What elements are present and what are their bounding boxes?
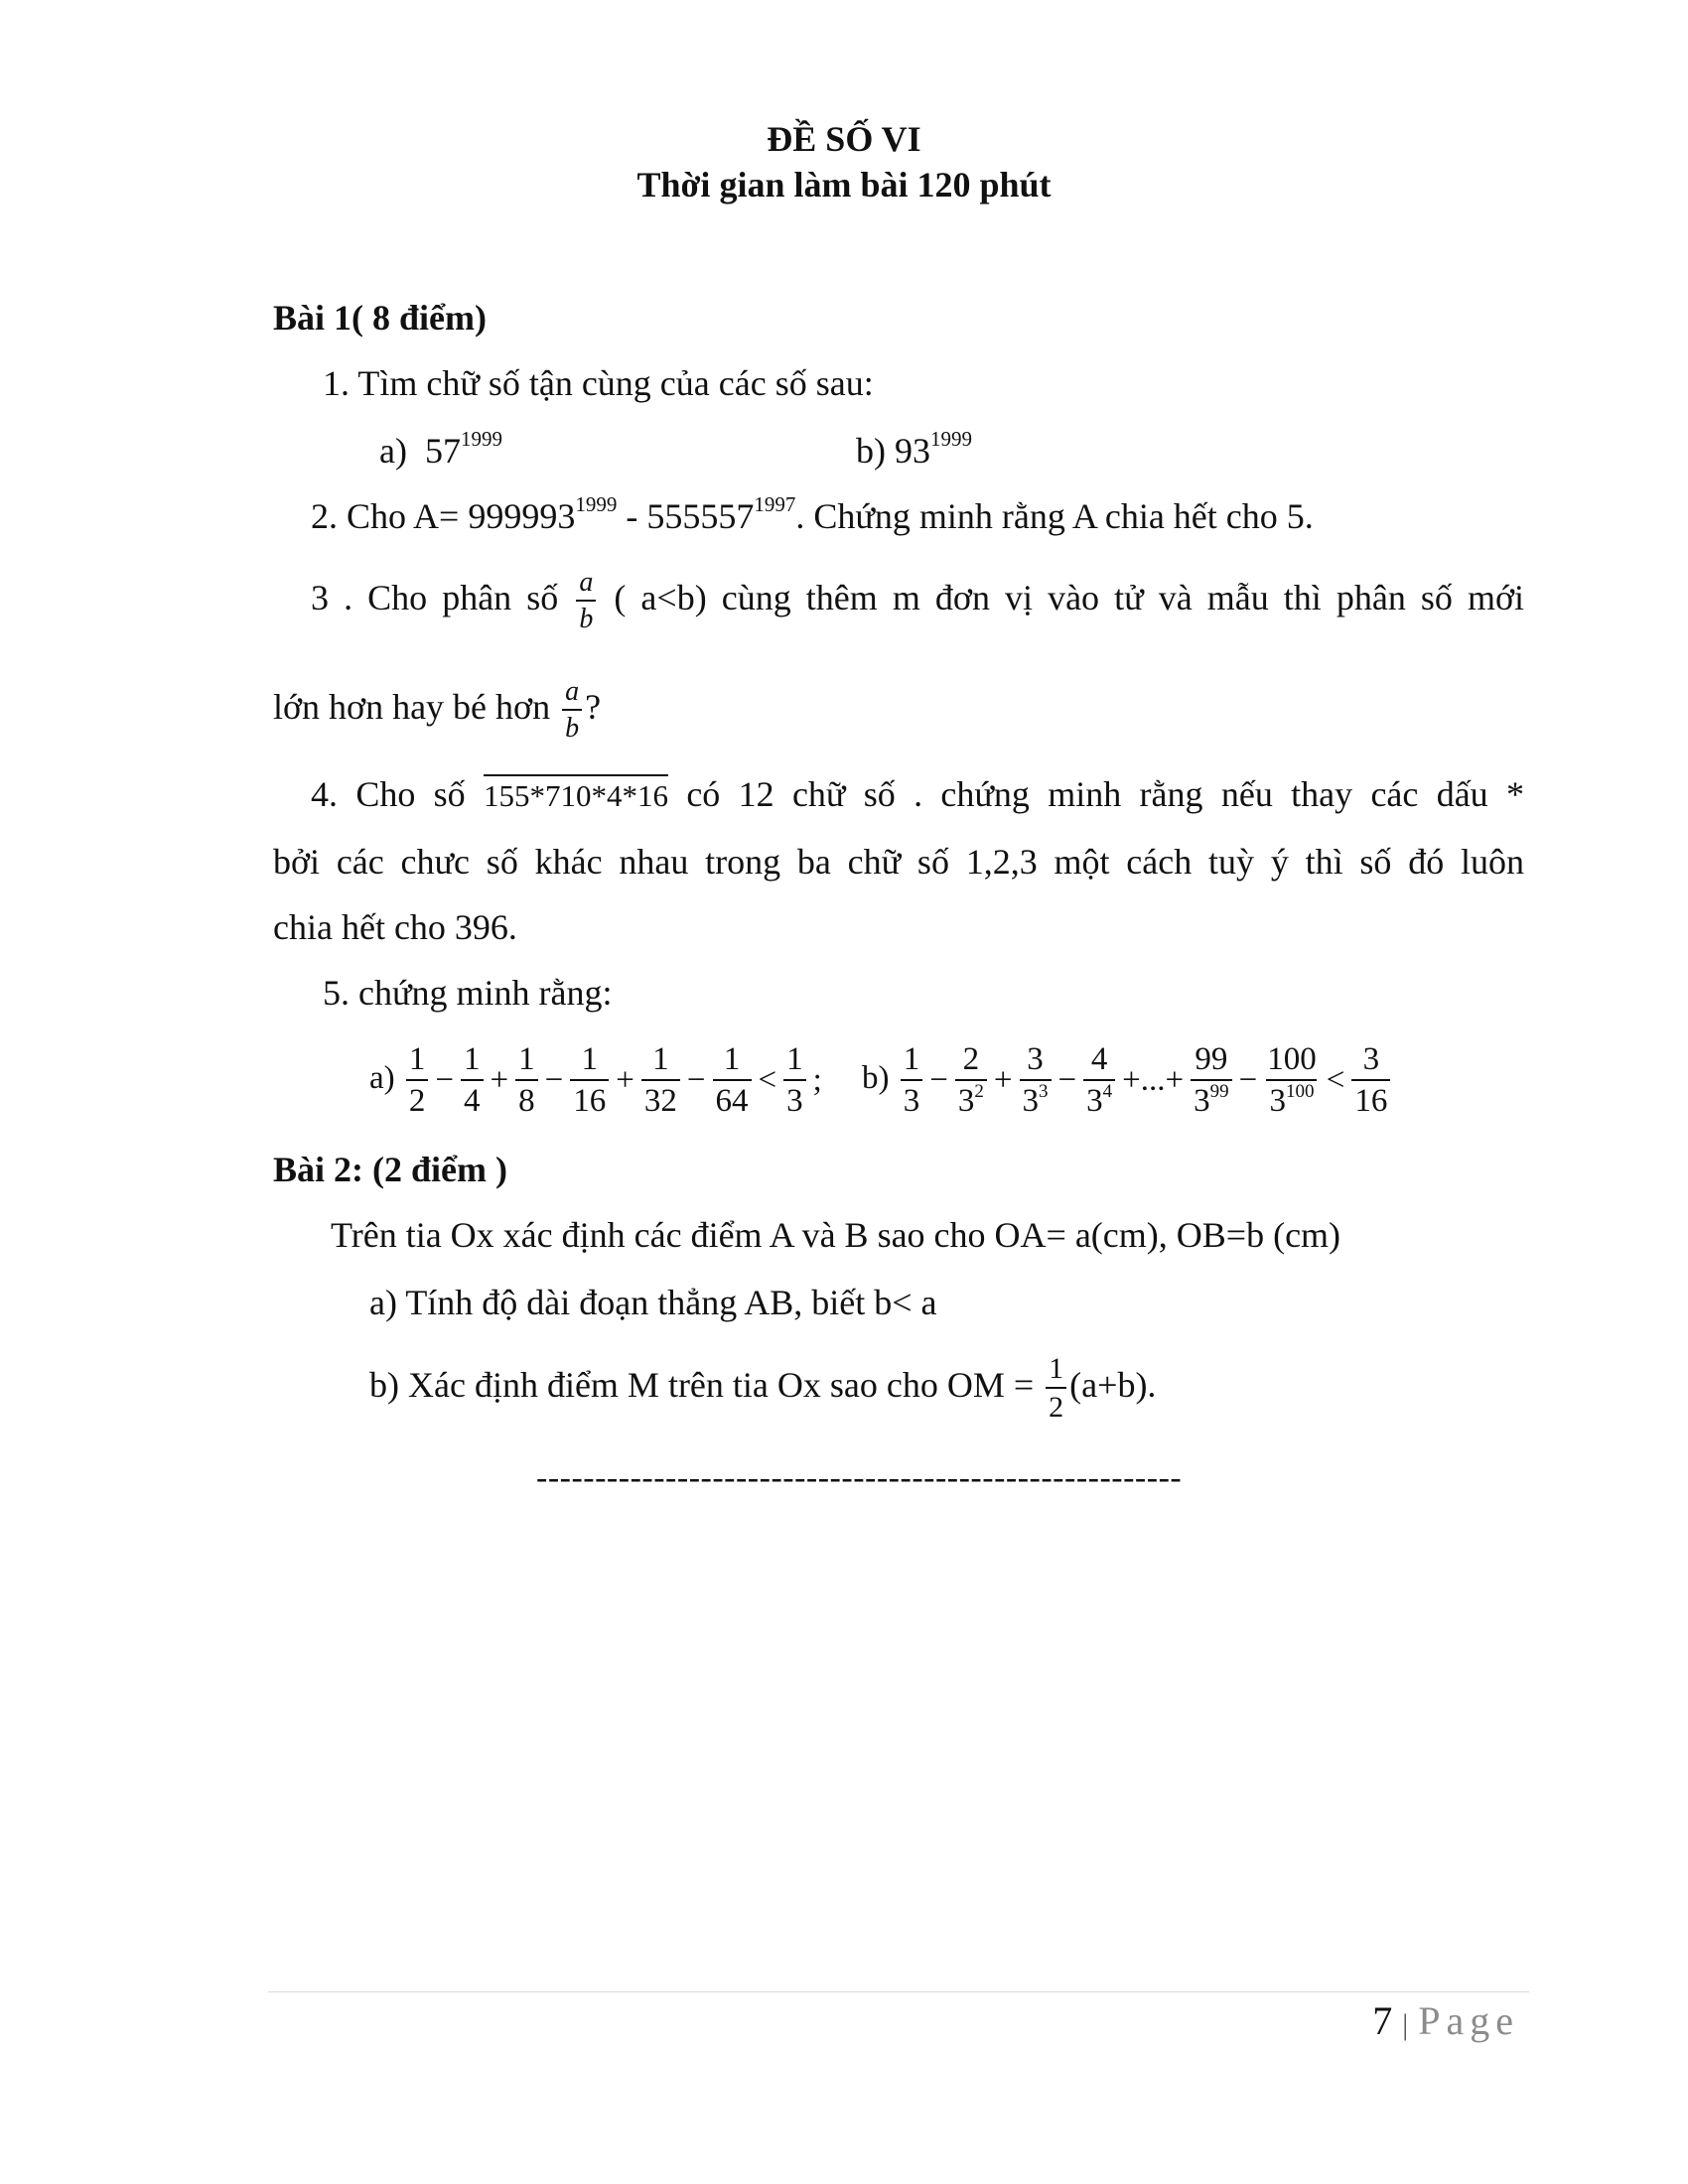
fraction-exponent: 100 <box>1285 1080 1315 1102</box>
fraction <box>1083 1040 1115 1119</box>
fraction-denominator: $3^{100}$ <box>1266 1079 1317 1118</box>
q2-pre: 2. Cho A= 999993 <box>311 496 576 536</box>
fraction-numerator: 1 <box>652 1040 669 1077</box>
end-separator: ------------------------------------------------------- <box>536 1459 1183 1496</box>
q4-pre: 4. Cho số <box>311 774 466 814</box>
q1-a-base: 57 <box>424 431 461 471</box>
q3-fraction-2 <box>562 678 582 743</box>
bai2-b <box>369 1350 1156 1423</box>
page-label: Page <box>1418 1998 1519 2043</box>
bai2-b-fraction <box>1046 1354 1066 1423</box>
operator: < <box>1326 1062 1345 1099</box>
operator: − <box>1057 1062 1077 1099</box>
operator: − <box>435 1062 455 1099</box>
q3-pre: 3 . Cho phân số <box>311 578 559 617</box>
bai2-heading: Bài 2: (2 điểm ) <box>273 1150 507 1189</box>
q4-line1 <box>311 772 1524 818</box>
fraction <box>641 1040 680 1119</box>
operator: − <box>686 1062 706 1099</box>
q2-exp2: 1997 <box>754 492 796 516</box>
fraction-numerator: 1 <box>581 1040 599 1077</box>
fraction-denominator: 16 <box>1351 1079 1390 1118</box>
exam-title: ĐỀ SỐ VI <box>767 119 921 159</box>
q2-exp1: 1999 <box>575 492 618 516</box>
expr-end: ; <box>812 1062 822 1099</box>
fraction-denominator: 2 <box>406 1079 429 1118</box>
fraction-denominator: 32 <box>641 1079 680 1118</box>
fraction <box>1351 1040 1390 1119</box>
fraction-numerator: 3 <box>1027 1040 1044 1077</box>
q3-fraction <box>576 569 596 633</box>
bai2-b-pre: b) Xác định điểm M trên tia Ox sao cho OM = <box>369 1365 1035 1405</box>
fraction <box>570 1040 609 1119</box>
fraction-exponent: 2 <box>974 1080 984 1102</box>
bai2-intro: Trên tia Ox xác định các điểm A và B sao cho OA= a(cm), OB=b (cm) <box>331 1215 1341 1255</box>
expr-label: a) <box>369 1060 395 1096</box>
fraction <box>406 1040 429 1119</box>
q2-post: . Chứng minh rằng A chia hết cho 5. <box>795 496 1314 536</box>
operator: < <box>758 1062 777 1099</box>
exam-subtitle: Thời gian làm bài 120 phút <box>636 165 1052 205</box>
fraction-denominator: $3^3$ <box>1020 1079 1052 1118</box>
q3-post: ( a<b) cùng thêm m đơn vị vào tử và mẫu thì phân số mới <box>614 578 1524 617</box>
fraction-numerator: 1 <box>464 1040 481 1077</box>
fraction-denominator: $3^2$ <box>955 1079 987 1118</box>
fraction-denominator: 3 <box>783 1079 806 1118</box>
page-number: 7 <box>1372 1998 1393 2043</box>
operator: + <box>616 1062 634 1099</box>
fraction-numerator: 99 <box>1195 1040 1228 1077</box>
q3-line2-pre: lớn hơn hay bé hơn <box>273 687 551 727</box>
q4-line3: chia hết cho 396. <box>273 907 517 947</box>
expr-label: b) <box>862 1060 890 1096</box>
fraction <box>1191 1040 1232 1119</box>
fraction <box>1264 1040 1320 1119</box>
fraction <box>783 1040 806 1119</box>
footer-divider <box>268 1991 1529 1992</box>
fraction-numerator: 1 <box>518 1040 535 1077</box>
fraction-denominator: 3 <box>901 1079 923 1118</box>
fraction-denominator: b <box>562 709 582 743</box>
q3-line1 <box>311 568 1524 633</box>
fraction-denominator: 16 <box>570 1079 609 1118</box>
q2-mid: - 555557 <box>617 496 755 536</box>
q1-b-exp: 1999 <box>930 427 972 451</box>
q3-line2 <box>273 677 601 743</box>
q3-line2-post: ? <box>585 687 602 727</box>
bai1-heading: Bài 1( 8 điểm) <box>273 298 487 338</box>
operator: + <box>993 1062 1013 1099</box>
fraction-numerator: 1 <box>723 1040 741 1077</box>
fraction-numerator: a <box>565 676 580 708</box>
fraction-numerator: 1 <box>786 1040 803 1077</box>
fraction-denominator: 8 <box>515 1079 538 1118</box>
q1-b <box>856 429 972 473</box>
q1-a-label: a) <box>379 431 407 471</box>
fraction-denominator: $3^4$ <box>1083 1079 1115 1118</box>
q2 <box>311 494 1314 538</box>
fraction-exponent: 99 <box>1209 1080 1229 1102</box>
q4-line1-post: có 12 chữ số . chứng minh rằng nếu thay các dấu * <box>686 774 1525 814</box>
fraction-numerator: 4 <box>1090 1040 1108 1077</box>
operator: − <box>929 1062 948 1099</box>
fraction <box>713 1040 752 1119</box>
footer-separator: | <box>1402 2008 1409 2041</box>
fraction-exponent: 4 <box>1102 1080 1113 1102</box>
bai2-a: a) Tính độ dài đoạn thẳng AB, biết b< a <box>369 1283 937 1322</box>
fraction-numerator: a <box>579 567 594 599</box>
fraction-denominator: $3^{99}$ <box>1191 1079 1232 1118</box>
q5-a-expression <box>369 1038 826 1120</box>
fraction <box>515 1040 538 1119</box>
operator: +...+ <box>1122 1062 1185 1099</box>
fraction <box>1020 1040 1052 1119</box>
fraction-denominator: 64 <box>713 1079 752 1118</box>
fraction-exponent: 3 <box>1039 1080 1049 1102</box>
q1-b-label: b) 93 <box>856 431 930 471</box>
q4-line2: bởi các chưc số khác nhau trong ba chữ số 1,2,3 một cách tuỳ ý thì số đó luôn <box>273 842 1524 882</box>
q4-number: 155*710*4*16 <box>484 774 668 813</box>
operator: − <box>544 1062 564 1099</box>
fraction <box>955 1040 987 1119</box>
fraction-denominator: 4 <box>461 1079 484 1118</box>
fraction-numerator: 2 <box>962 1040 980 1077</box>
operator: − <box>1238 1062 1258 1099</box>
fraction-numerator: 3 <box>1362 1040 1380 1077</box>
q1-text: 1. Tìm chữ số tận cùng của các số sau: <box>323 363 874 403</box>
fraction <box>461 1040 484 1119</box>
operator: + <box>490 1062 509 1099</box>
fraction-numerator: 100 <box>1267 1040 1317 1077</box>
fraction-denominator: 2 <box>1046 1387 1066 1423</box>
page-footer <box>1372 1997 1519 2044</box>
fraction-numerator: 1 <box>1049 1352 1064 1386</box>
fraction <box>901 1040 923 1119</box>
fraction-numerator: 1 <box>903 1040 920 1077</box>
q5-b-expression <box>862 1038 1393 1120</box>
q5-text: 5. chứng minh rằng: <box>323 973 613 1013</box>
q1-a-exp: 1999 <box>460 427 502 451</box>
bai2-b-post: (a+b). <box>1069 1365 1157 1405</box>
fraction-numerator: 1 <box>408 1040 426 1077</box>
q1-a <box>379 429 502 473</box>
fraction-denominator: b <box>576 600 596 633</box>
